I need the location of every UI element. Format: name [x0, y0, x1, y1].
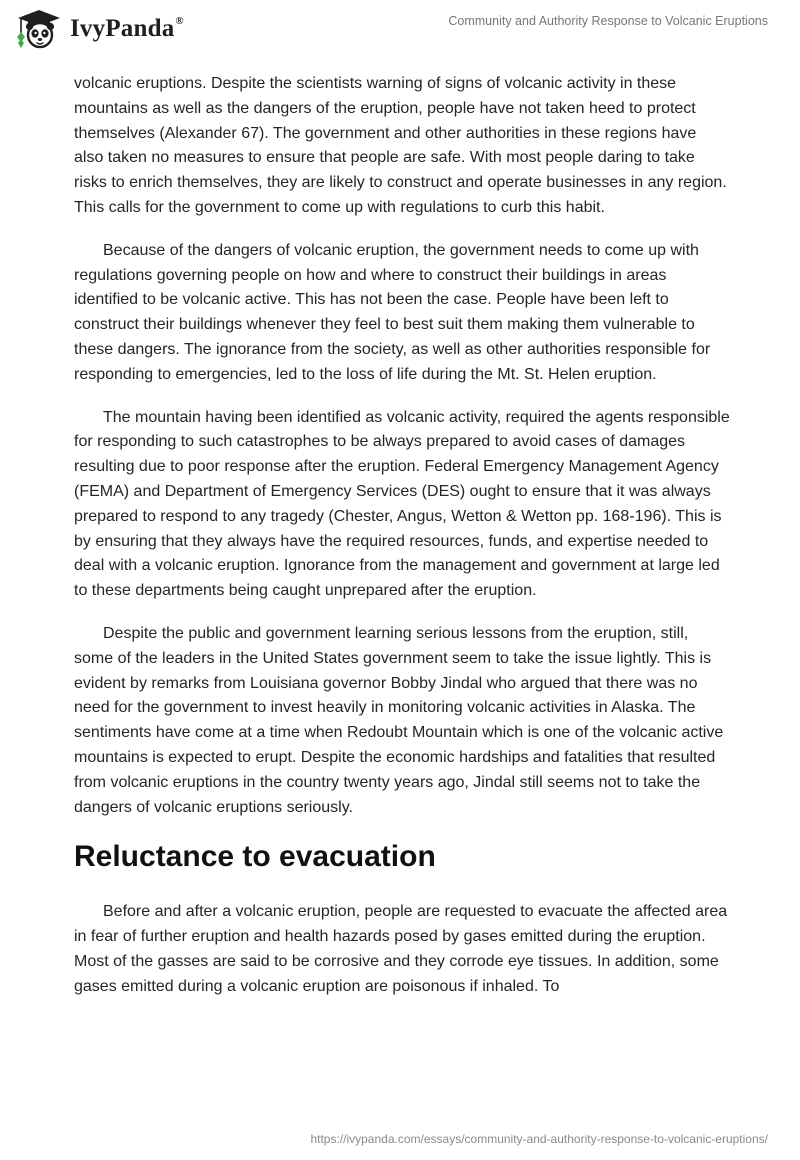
- section-heading: Reluctance to evacuation: [74, 840, 436, 874]
- paragraph-3: The mountain having been identified as volcanic activity, required the agents responsible for responding to such catastrophes to be always prepared to avoid cases of damages resulting due to poor response after the eruption. Federal Emergency Management Agency (FEMA) and Department of Emergency Services (DES) ought to ensure that it was always prepared to respond to any tragedy (Chester, Angus, Wetton & Wetton pp. 168-196). This is by ensuring that they always have the required resources, funds, and expertise needed to deal with a volcanic eruption. Ignorance from the management and government at large led to these departments being caught unprepared after the eruption.: [74, 408, 730, 600]
- brand-text: IvyPanda: [70, 15, 175, 42]
- document-title: Community and Authority Response to Volcanic Eruptions: [448, 14, 768, 28]
- source-url-link[interactable]: https://ivypanda.com/essays/community-and-authority-response-to-volcanic-eruptions/: [310, 1132, 768, 1146]
- registered-mark: ®: [175, 14, 184, 27]
- paragraph-2: Because of the dangers of volcanic eruption, the government needs to come up with regulations governing people on how and where to construct their buildings in areas identified to be volcanic active. This has not been the case. People have been left to construct their buildings whenever they feel to best suit them making them vulnerable to these dangers. The ignorance from the society, as well as other authorities responsible for responding to emergencies, led to the loss of life during the Mt. St. Helen eruption.: [74, 241, 711, 383]
- brand-name: [70, 15, 184, 43]
- ivypanda-logo[interactable]: [14, 8, 184, 50]
- paragraph-5: Before and after a volcanic eruption, people are requested to evacuate the affected area in fear of further eruption and health hazards posed by gases emitted during the eruption. Most of the gasses are said to be corrosive and they corrode eye tissues. In addition, some gases emitted during a volcanic eruption are poisonous if inhaled. To: [74, 903, 728, 995]
- essay-body: [74, 72, 730, 1018]
- page-header: [0, 0, 800, 70]
- paragraph-1: volcanic eruptions. Despite the scientists warning of signs of volcanic activity in these mountains as well as the dangers of the eruption, people have not taken heed to protect themselves (Alexander 67). The government and other authorities in these regions have also taken no measures to ensure that people are safe. With most people daring to take risks to enrich themselves, they are likely to construct and operate businesses in any region. This calls for the government to come up with regulations to curb this habit.: [74, 75, 727, 216]
- paragraph-4: Despite the public and government learning serious lessons from the eruption, still, some of the leaders in the United States government seem to take the issue lightly. This is evident by remarks from Louisiana governor Bobby Jindal who argued that there was no need for the government to invest heavily in monitoring volcanic activities in Alaska. The sentiments have come at a time when Redoubt Mountain which is one of the volcanic active mountains is expected to erupt. Despite the economic hardships and fatalities that resulted from volcanic eruptions in the country twenty years ago, Jindal still seems not to take the dangers of volcanic eruptions seriously.: [74, 624, 724, 816]
- panda-graduate-icon: [14, 8, 64, 50]
